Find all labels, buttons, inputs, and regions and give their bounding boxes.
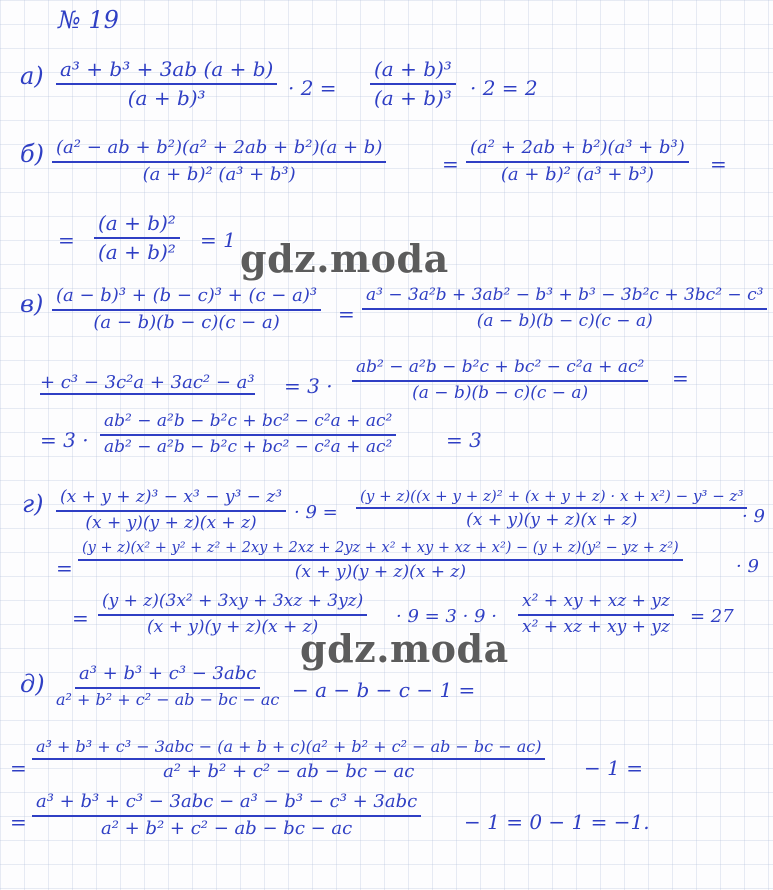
part-g-mid: · 9 = (294, 502, 338, 523)
part-v-fraction-1-denominator: (a − b)(b − c)(c − a) (93, 311, 280, 333)
part-g-tail: · 9 (742, 506, 765, 527)
part-v-fraction-3 (352, 358, 648, 403)
part-d-line2-tail: − 1 = (584, 756, 643, 780)
part-a-label: а) (20, 62, 44, 90)
part-v-fraction-2-denominator: (a − b)(b − c)(c − a) (476, 310, 653, 331)
part-v-fraction-4-numerator: ab² − a²b − b²c + bc² − c²a + ac² (100, 412, 396, 436)
part-d-tail: − a − b − c − 1 = (292, 678, 476, 702)
part-v-fraction-4-denominator: ab² − a²b − b²c + bc² − c²a + ac² (104, 436, 393, 457)
part-a-fraction-1-numerator: a³ + b³ + 3ab (a + b) (56, 58, 277, 85)
part-a-fraction-2-denominator: (a + b)³ (374, 86, 452, 110)
part-b-line2-prefix: = (58, 228, 75, 252)
part-d-fraction-3-denominator: a² + b² + c² − ab − bc − ac (100, 817, 353, 839)
part-b-fraction-2-numerator: (a² + 2ab + b²)(a³ + b³) (466, 138, 689, 163)
part-g-line2-prefix: = (56, 556, 73, 580)
part-g-fraction-3 (78, 540, 683, 582)
part-g-fraction-3-numerator: (y + z)(x² + y² + z² + 2xy + 2xz + 2yz + x² + xy + xz + x²) − (y + z)(y² − yz + z²) (78, 540, 683, 561)
part-d-fraction-1-numerator: a³ + b³ + c³ − 3abc (75, 664, 260, 689)
part-a-fraction-1-denominator: (a + b)³ (127, 86, 206, 110)
part-g-line2-tail: · 9 (736, 556, 759, 577)
part-v-mid: = (338, 302, 355, 326)
part-v-fraction-4 (100, 412, 396, 457)
part-b-mid: = (442, 152, 459, 176)
part-b-fraction-3 (94, 212, 180, 264)
part-g-fraction-5-denominator: x² + xz + xy + yz (522, 616, 670, 637)
part-b-fraction-1 (52, 138, 386, 185)
part-a-result: · 2 = 2 (470, 76, 538, 100)
part-d-fraction-1-denominator: a² + b² + c² − ab − bc − ac (56, 689, 280, 709)
part-d-fraction-2-numerator: a³ + b³ + c³ − 3abc − (a + b + c)(a² + b² + c² − ab − bc − ac) (32, 738, 545, 760)
part-g-fraction-4-numerator: (y + z)(3x² + 3xy + 3xz + 3yz) (98, 592, 367, 616)
part-g-fraction-5-numerator: x² + xy + xz + yz (518, 592, 674, 616)
part-g-fraction-2-numerator: (y + z)((x + y + z)² + (x + y + z) · x + x²) − y³ − z³ (356, 488, 747, 509)
part-b-label: б) (20, 140, 45, 168)
watermark-lower: gdz.moda (300, 626, 509, 671)
part-g-label: г) (22, 490, 44, 518)
part-d-label: д) (20, 670, 45, 698)
part-v-line3-result: = 3 (446, 428, 482, 452)
part-b-fraction-2 (466, 138, 689, 185)
part-a-fraction-2 (370, 58, 456, 110)
part-g-fraction-4-denominator: (x + y)(y + z)(x + z) (147, 616, 319, 637)
part-b-fraction-3-numerator: (a + b)² (94, 212, 180, 239)
part-d-fraction-3 (32, 792, 421, 839)
part-a-fraction-1 (56, 58, 277, 110)
part-g-line3-result: = 27 (690, 606, 734, 627)
part-b-fraction-2-denominator: (a + b)² (a³ + b³) (500, 163, 654, 185)
part-v-fraction-3-numerator: ab² − a²b − b²c + bc² − c²a + ac² (352, 358, 648, 382)
part-d-fraction-1 (52, 664, 283, 709)
part-v-fraction-1-numerator: (a − b)³ + (b − c)³ + (c − a)³ (52, 286, 321, 311)
problem-number: № 19 (58, 6, 119, 34)
part-v-line2-plus: + c³ − 3c²a + 3ac² − a³ (40, 372, 255, 393)
part-g-fraction-5 (518, 592, 674, 637)
part-v-line2-mid: = 3 · (284, 374, 333, 398)
part-g-fraction-2 (356, 488, 747, 531)
part-g-fraction-3-denominator: (x + y)(y + z)(x + z) (294, 561, 466, 582)
part-d-fraction-2-denominator: a² + b² + c² − ab − bc − ac (163, 761, 415, 783)
part-g-line3-prefix: = (72, 606, 89, 630)
watermark-upper: gdz.moda (240, 236, 449, 281)
part-v-line3-prefix: = 3 · (40, 428, 89, 452)
part-d-line2-prefix: = (10, 756, 27, 780)
part-g-fraction-1-denominator: (x + y)(y + z)(x + z) (85, 512, 257, 533)
part-v-line2-tail: = (672, 366, 689, 390)
part-g-fraction-1-numerator: (x + y + z)³ − x³ − y³ − z³ (56, 488, 286, 512)
part-a-mid: · 2 = (288, 76, 337, 100)
part-v-fraction-1 (52, 286, 321, 333)
part-a-fraction-2-numerator: (a + b)³ (370, 58, 456, 85)
part-b-fraction-1-denominator: (a + b)² (a³ + b³) (142, 163, 296, 185)
part-d-fraction-3-numerator: a³ + b³ + c³ − 3abc − a³ − b³ − c³ + 3abc (32, 792, 421, 817)
part-v-fraction-2-numerator: a³ − 3a²b + 3ab² − b³ + b³ − 3b²c + 3bc² − c³ (362, 286, 767, 310)
part-v-label: в) (20, 290, 44, 318)
part-v-fraction-3-denominator: (a − b)(b − c)(c − a) (412, 382, 589, 403)
part-d-line3-prefix: = (10, 810, 27, 834)
part-v-fraction-2 (362, 286, 767, 331)
part-g-fraction-1 (56, 488, 286, 533)
part-d-fraction-2 (32, 738, 545, 783)
part-b-line2-result: = 1 (200, 228, 236, 252)
part-b-tail: = (710, 152, 727, 176)
part-g-fraction-2-denominator: (x + y)(y + z)(x + z) (466, 510, 638, 531)
part-b-fraction-1-numerator: (a² − ab + b²)(a² + 2ab + b²)(a + b) (52, 138, 386, 163)
part-b-fraction-3-denominator: (a + b)² (98, 240, 176, 264)
part-g-line3-mid: · 9 = 3 · 9 · (396, 606, 497, 627)
part-d-line3-result: − 1 = 0 − 1 = −1. (464, 810, 650, 834)
